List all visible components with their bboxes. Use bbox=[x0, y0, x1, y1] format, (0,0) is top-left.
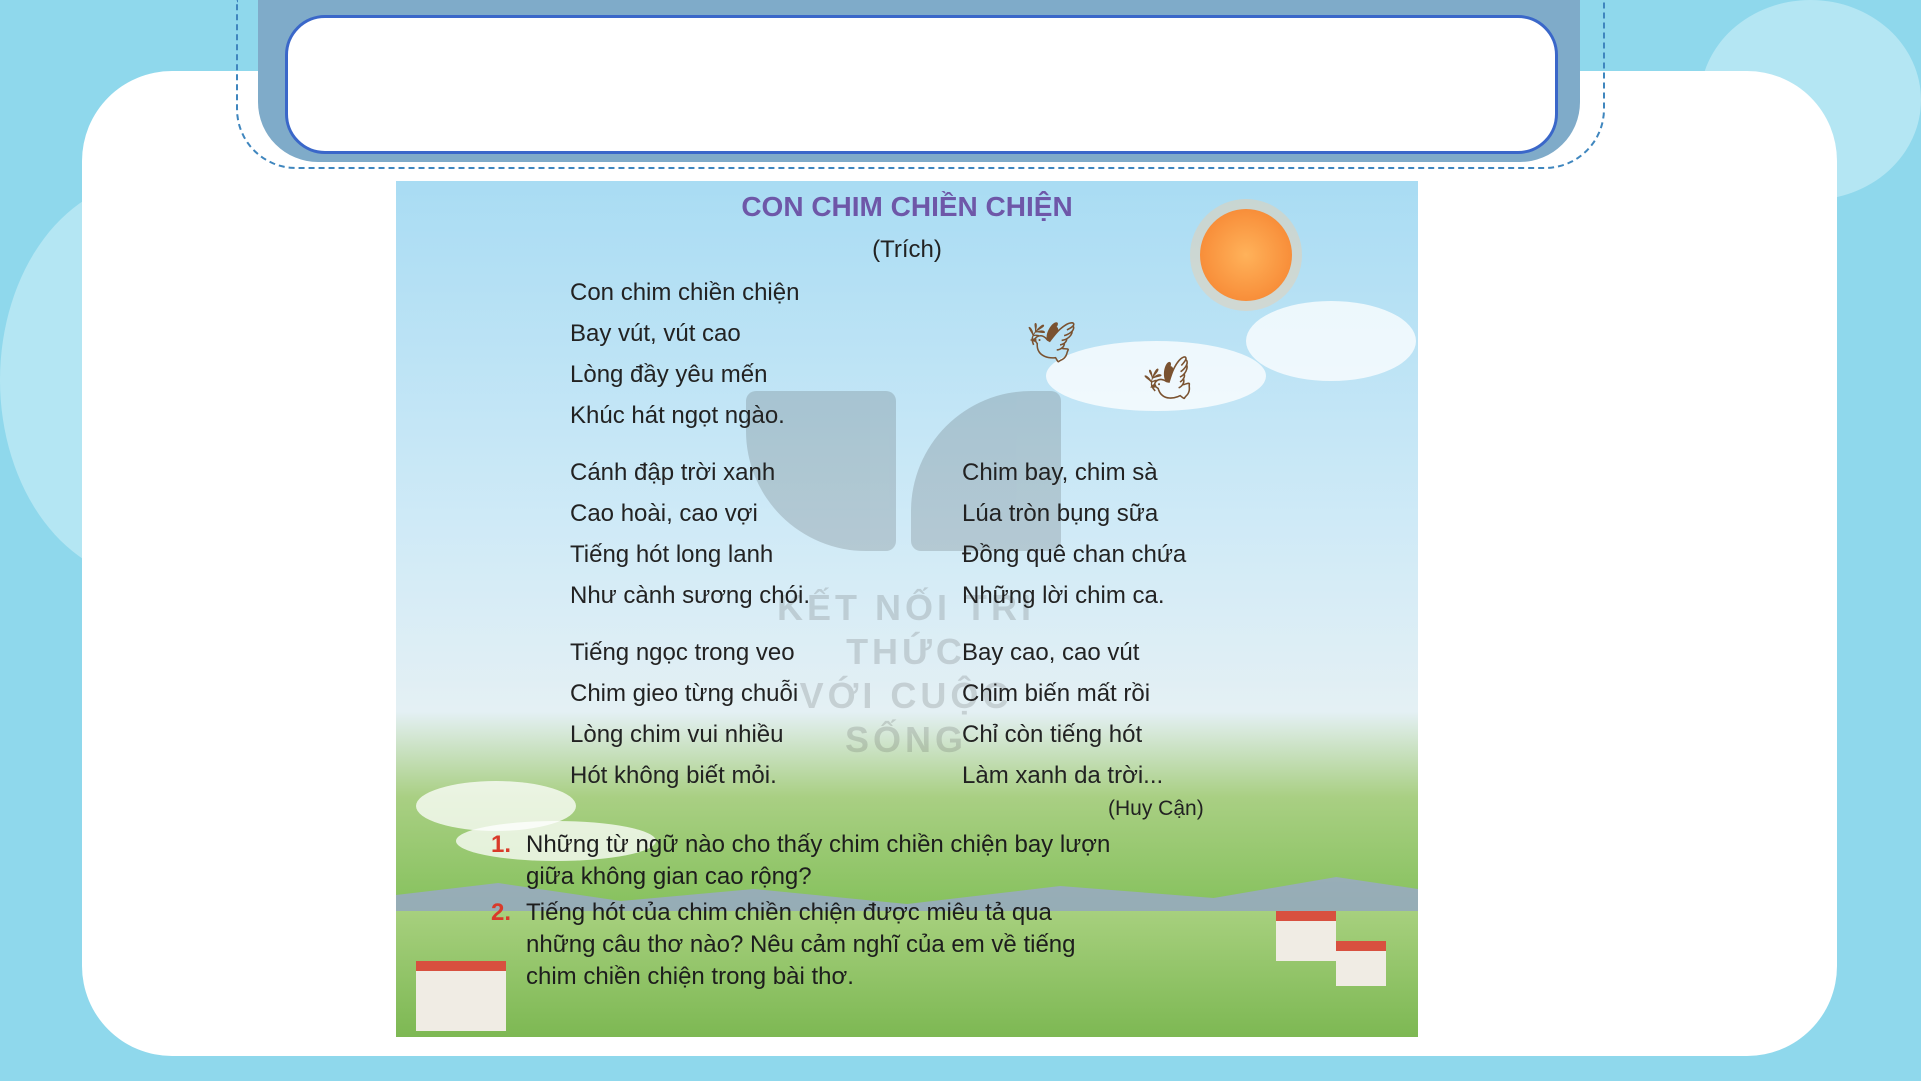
poem-line: Lòng chim vui nhiều bbox=[570, 721, 784, 748]
poem-line: Chỉ còn tiếng hót bbox=[962, 721, 1143, 748]
textbook-image bbox=[396, 181, 1418, 1037]
publisher-watermark: KẾT NỐI TRI THỨC VỚI CUỘC SỐNG bbox=[736, 391, 1076, 691]
poem-line: Con chim chiền chiện bbox=[570, 279, 800, 306]
poem-line: Tiếng ngọc trong veo bbox=[570, 639, 795, 666]
poem-line: Hót không biết mỏi. bbox=[570, 762, 777, 789]
poem-line: Bay vút, vút cao bbox=[570, 320, 741, 347]
house bbox=[1276, 911, 1336, 961]
poem-author: (Huy Cận) bbox=[1108, 797, 1204, 820]
question-number: 1. bbox=[491, 831, 512, 858]
title-box[interactable] bbox=[285, 15, 1558, 154]
poem-line: Làm xanh da trời... bbox=[962, 762, 1164, 789]
poem-subtitle: (Trích) bbox=[872, 236, 942, 263]
bird-icon: 🕊 bbox=[1026, 321, 1077, 365]
question-number: 2. bbox=[491, 899, 512, 926]
poem-line: Chim gieo từng chuỗi bbox=[570, 680, 799, 707]
poem-line: Chim biến mất rồi bbox=[962, 680, 1151, 707]
poem-line: Lúa tròn bụng sữa bbox=[962, 500, 1159, 527]
question-text: Tiếng hót của chim chiền chiện được miêu tả qua những câu thơ nào? Nêu cảm nghĩ của em về tiếng chim chiền chiện trong bài thơ. bbox=[526, 899, 1076, 990]
poem-line: Khúc hát ngọt ngào. bbox=[570, 402, 785, 429]
cloud bbox=[1246, 301, 1416, 381]
question-2 bbox=[491, 897, 1126, 993]
poem-line: Đồng quê chan chứa bbox=[962, 541, 1187, 568]
village-gate bbox=[416, 961, 506, 1031]
poem-line: Cánh đập trời xanh bbox=[570, 459, 776, 486]
poem-line: Chim bay, chim sà bbox=[962, 459, 1158, 486]
house bbox=[1336, 941, 1386, 986]
poem-line: Cao hoài, cao vợi bbox=[570, 500, 758, 527]
poem-line: Như cành sương chói. bbox=[570, 582, 810, 609]
poem-line: Tiếng hót long lanh bbox=[570, 541, 774, 568]
poem-line: Bay cao, cao vút bbox=[962, 639, 1140, 666]
poem-title: CON CHIM CHIỀN CHIỆN bbox=[741, 191, 1073, 222]
question-text: Những từ ngữ nào cho thấy chim chiền chiện bay lượn giữa không gian cao rộng? bbox=[526, 831, 1111, 890]
bird-icon: 🕊 bbox=[1140, 353, 1203, 413]
poem-line: Lòng đầy yêu mến bbox=[570, 361, 768, 388]
poem-line: Những lời chim ca. bbox=[962, 582, 1165, 609]
question-1 bbox=[491, 829, 1126, 893]
